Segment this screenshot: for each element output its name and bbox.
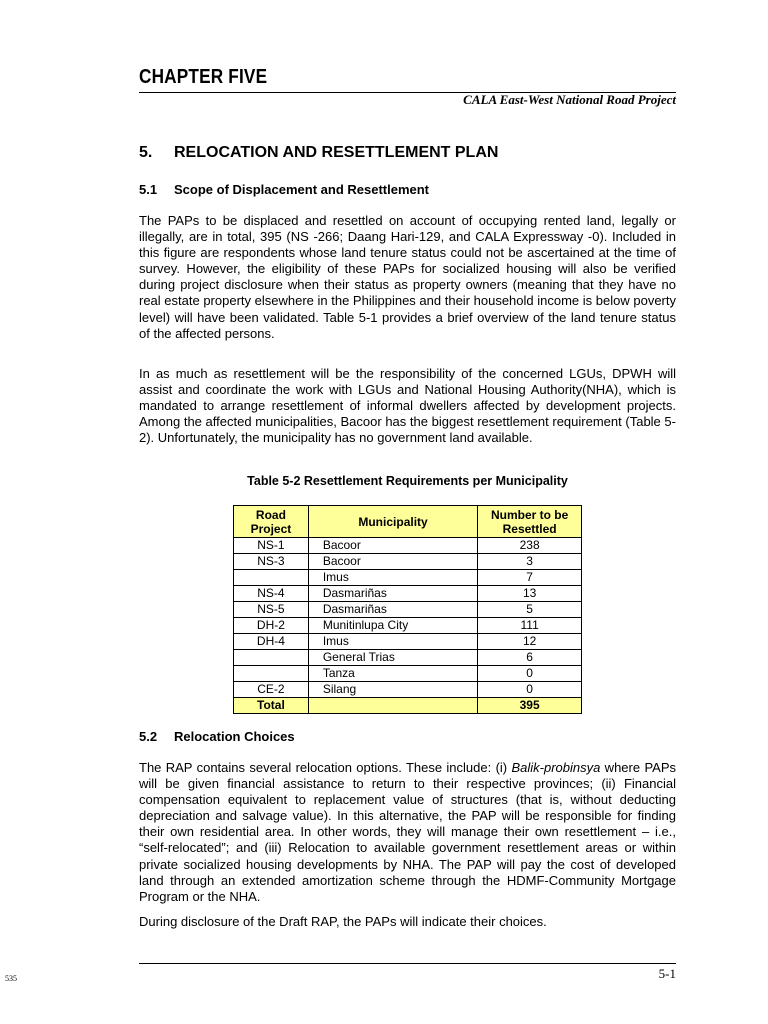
cell-municipality: Imus <box>308 634 477 650</box>
cell-road-project: NS-4 <box>234 586 309 602</box>
chapter-title: CHAPTER FIVE <box>139 66 268 88</box>
subsection-number: 5.1 <box>139 182 158 197</box>
cell-road-project: DH-4 <box>234 634 309 650</box>
table-row <box>234 554 582 570</box>
section-title: RELOCATION AND RESETTLEMENT PLAN <box>174 144 499 161</box>
cell-municipality: Silang <box>308 682 477 698</box>
cell-road-project <box>234 570 309 586</box>
cell-number: 7 <box>478 570 582 586</box>
table-total-row <box>234 698 582 714</box>
cell-total-municipality <box>308 698 477 714</box>
cell-total-label: Total <box>234 698 309 714</box>
cell-municipality: Tanza <box>308 666 477 682</box>
cell-number: 0 <box>478 666 582 682</box>
table-row <box>234 570 582 586</box>
table-caption: Table 5-2 Resettlement Requirements per Municipality <box>247 474 568 488</box>
table-row <box>234 634 582 650</box>
cell-municipality: Dasmariñas <box>308 586 477 602</box>
table-row <box>234 602 582 618</box>
subsection-title: Relocation Choices <box>174 729 295 744</box>
header-road-project: Road Project <box>234 506 309 538</box>
footer-divider <box>139 963 676 964</box>
cell-number: 6 <box>478 650 582 666</box>
table-row <box>234 538 582 554</box>
cell-municipality: Imus <box>308 570 477 586</box>
paragraph-text: where PAPs will be given financial assistance to return to their respective provinces; (ii) Financial compensation equivalent to replacement value of structures (that is, without deducting depreciation and salvage value). In this alternative, the PAP will be responsible for finding their own residential area. In other words, they will manage their own resettlement – i.e., “self-relocated”; and (iii) Relocation to available government resettlement areas or within private socialized housing developments by NHA. The PAP will pay the cost of developed land through an extended amortization scheme through the HDMF-Community Mortgage Program or the NHA. <box>139 760 676 904</box>
cell-municipality: Dasmariñas <box>308 602 477 618</box>
cell-number: 0 <box>478 682 582 698</box>
paragraph-disclosure: During disclosure of the Draft RAP, the PAPs will indicate their choices. <box>139 914 547 929</box>
cell-road-project: CE-2 <box>234 682 309 698</box>
paragraph-scope: The PAPs to be displaced and resettled on account of occupying rented land, legally or illegally, are in total, 395 (NS -266; Daang Hari-129, and CALA Expressway -0). Included in this figure are respondents whose land tenure status could not be ascertained at the time of survey. However, the eligibility of these PAPs for socialized housing will also be verified during project disclosure when their status as property owners (meaning that they have no real estate property elsewhere in the Philippines and their household income is below poverty level) will have been validated. Table 5-1 provides a brief overview of the land tenure status of the affected persons. <box>139 213 676 341</box>
resettlement-table <box>233 505 582 714</box>
header-number-resettled: Number to be Resettled <box>478 506 582 538</box>
paragraph-text: The RAP contains several relocation options. These include: (i) <box>139 760 512 775</box>
paragraph-resettlement: In as much as resettlement will be the responsibility of the concerned LGUs, DPWH will assist and coordinate the work with LGUs and National Housing Authority(NHA), which is mandated to arrange resettlement of informal dwellers affected by development projects. Among the affected municipalities, Bacoor has the biggest resettlement requirement (Table 5-2). Unfortunately, the municipality has no government land available. <box>139 366 676 446</box>
cell-road-project: NS-5 <box>234 602 309 618</box>
cell-number: 5 <box>478 602 582 618</box>
page-number: 5-1 <box>658 966 676 981</box>
table-row <box>234 650 582 666</box>
header-municipality: Municipality <box>308 506 477 538</box>
paragraph-relocation-choices <box>139 760 676 905</box>
cell-road-project: DH-2 <box>234 618 309 634</box>
table-header-row <box>234 506 582 538</box>
subsection-title: Scope of Displacement and Resettlement <box>174 182 430 197</box>
project-name: CALA East-West National Road Project <box>463 92 676 107</box>
cell-number: 13 <box>478 586 582 602</box>
cell-municipality: Bacoor <box>308 554 477 570</box>
subsection-heading-5-2 <box>139 729 295 744</box>
cell-number: 238 <box>478 538 582 554</box>
side-page-number: 535 <box>5 974 17 983</box>
cell-number: 111 <box>478 618 582 634</box>
table-row <box>234 682 582 698</box>
section-number: 5. <box>139 144 153 161</box>
table-row <box>234 618 582 634</box>
subsection-number: 5.2 <box>139 729 158 744</box>
table-row <box>234 586 582 602</box>
cell-number: 12 <box>478 634 582 650</box>
cell-number: 3 <box>478 554 582 570</box>
cell-municipality: General Trias <box>308 650 477 666</box>
cell-road-project: NS-3 <box>234 554 309 570</box>
cell-total-number: 395 <box>478 698 582 714</box>
cell-municipality: Munitinlupa City <box>308 618 477 634</box>
table-row <box>234 666 582 682</box>
cell-municipality: Bacoor <box>308 538 477 554</box>
cell-road-project <box>234 650 309 666</box>
italic-term: Balik-probinsya <box>511 760 601 775</box>
cell-road-project: NS-1 <box>234 538 309 554</box>
cell-road-project <box>234 666 309 682</box>
section-heading <box>139 144 498 162</box>
subsection-heading-5-1 <box>139 182 429 197</box>
